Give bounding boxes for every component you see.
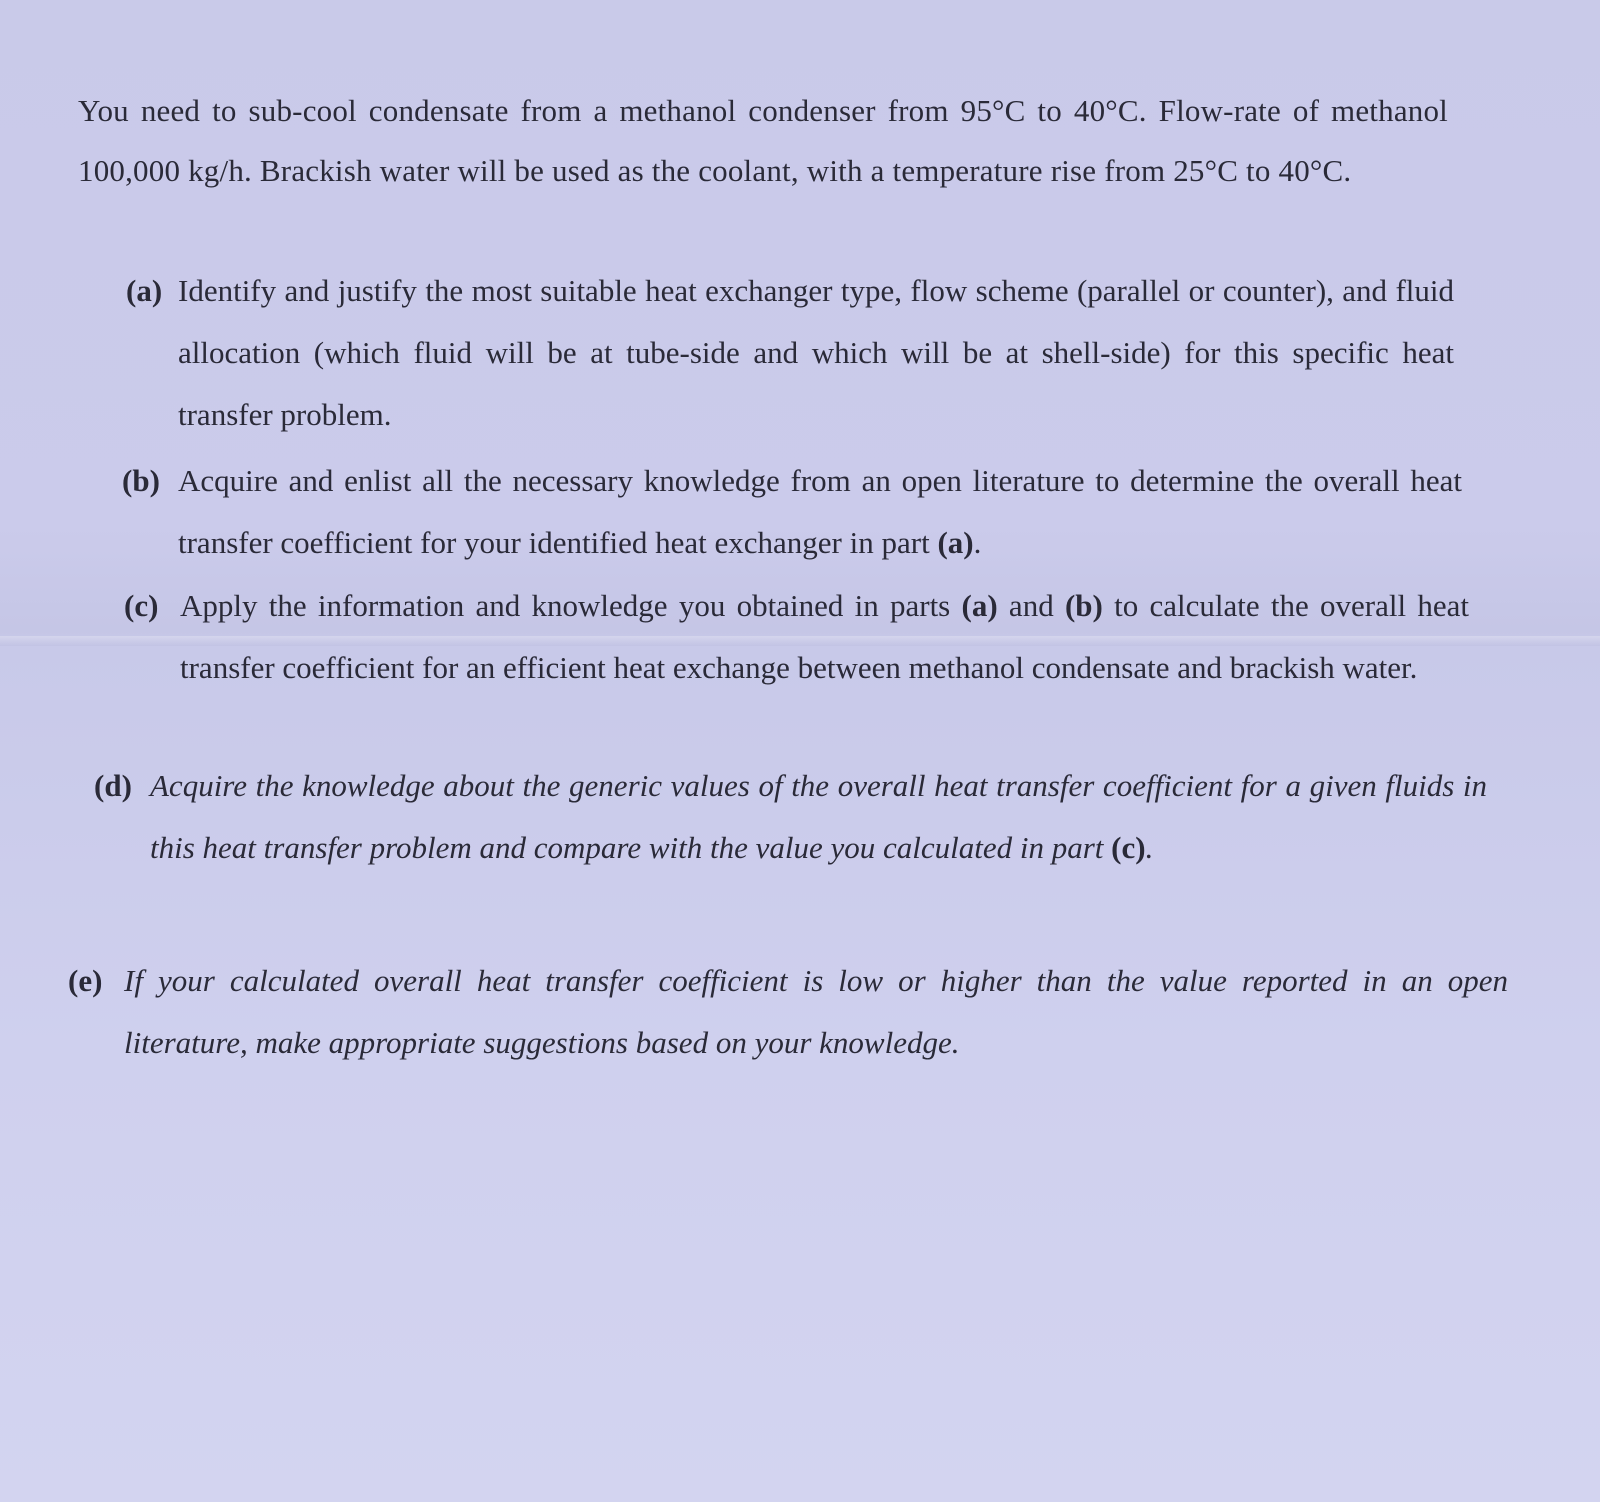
question-c-text: Apply the information and knowledge you obtained in parts (a) and (b) to calculate the overall heat transfer coefficient for an efficient heat exchange between methanol condensate and brackish water. bbox=[180, 588, 1470, 685]
question-e bbox=[68, 950, 1508, 1074]
question-a bbox=[126, 260, 1454, 446]
question-e-label: (e) bbox=[68, 963, 103, 998]
question-b-label: (b) bbox=[122, 463, 160, 498]
question-d bbox=[94, 755, 1487, 879]
question-b bbox=[122, 450, 1462, 574]
question-b-text: Acquire and enlist all the necessary knowledge from an open literature to determine the overall heat transfer coefficient for your identified heat exchanger in part (a). bbox=[178, 463, 1462, 560]
question-e-text: If your calculated overall heat transfer coefficient is low or higher than the value reported in an open literature, make appropriate suggestions based on your knowledge. bbox=[124, 963, 1508, 1060]
question-d-text: Acquire the knowledge about the generic values of the overall heat transfer coefficient for a given fluids in this heat transfer problem and compare with the value you calculated in part (c). bbox=[150, 768, 1487, 865]
question-a-text: Identify and justify the most suitable heat exchanger type, flow scheme (parallel or counter), and fluid allocation (which fluid will be at tube-side and which will be at shell-side) for this specific heat transfer problem. bbox=[178, 273, 1454, 432]
question-d-label: (d) bbox=[94, 768, 132, 803]
question-c-label: (c) bbox=[124, 588, 159, 623]
question-c bbox=[124, 575, 1469, 699]
problem-statement: You need to sub-cool condensate from a methanol condenser from 95°C to 40°C. Flow-rate of methanol 100,000 kg/h. Brackish water will be used as the coolant, with a temperature rise from 25°C to 40°C. bbox=[78, 93, 1448, 188]
question-a-label: (a) bbox=[126, 273, 163, 308]
